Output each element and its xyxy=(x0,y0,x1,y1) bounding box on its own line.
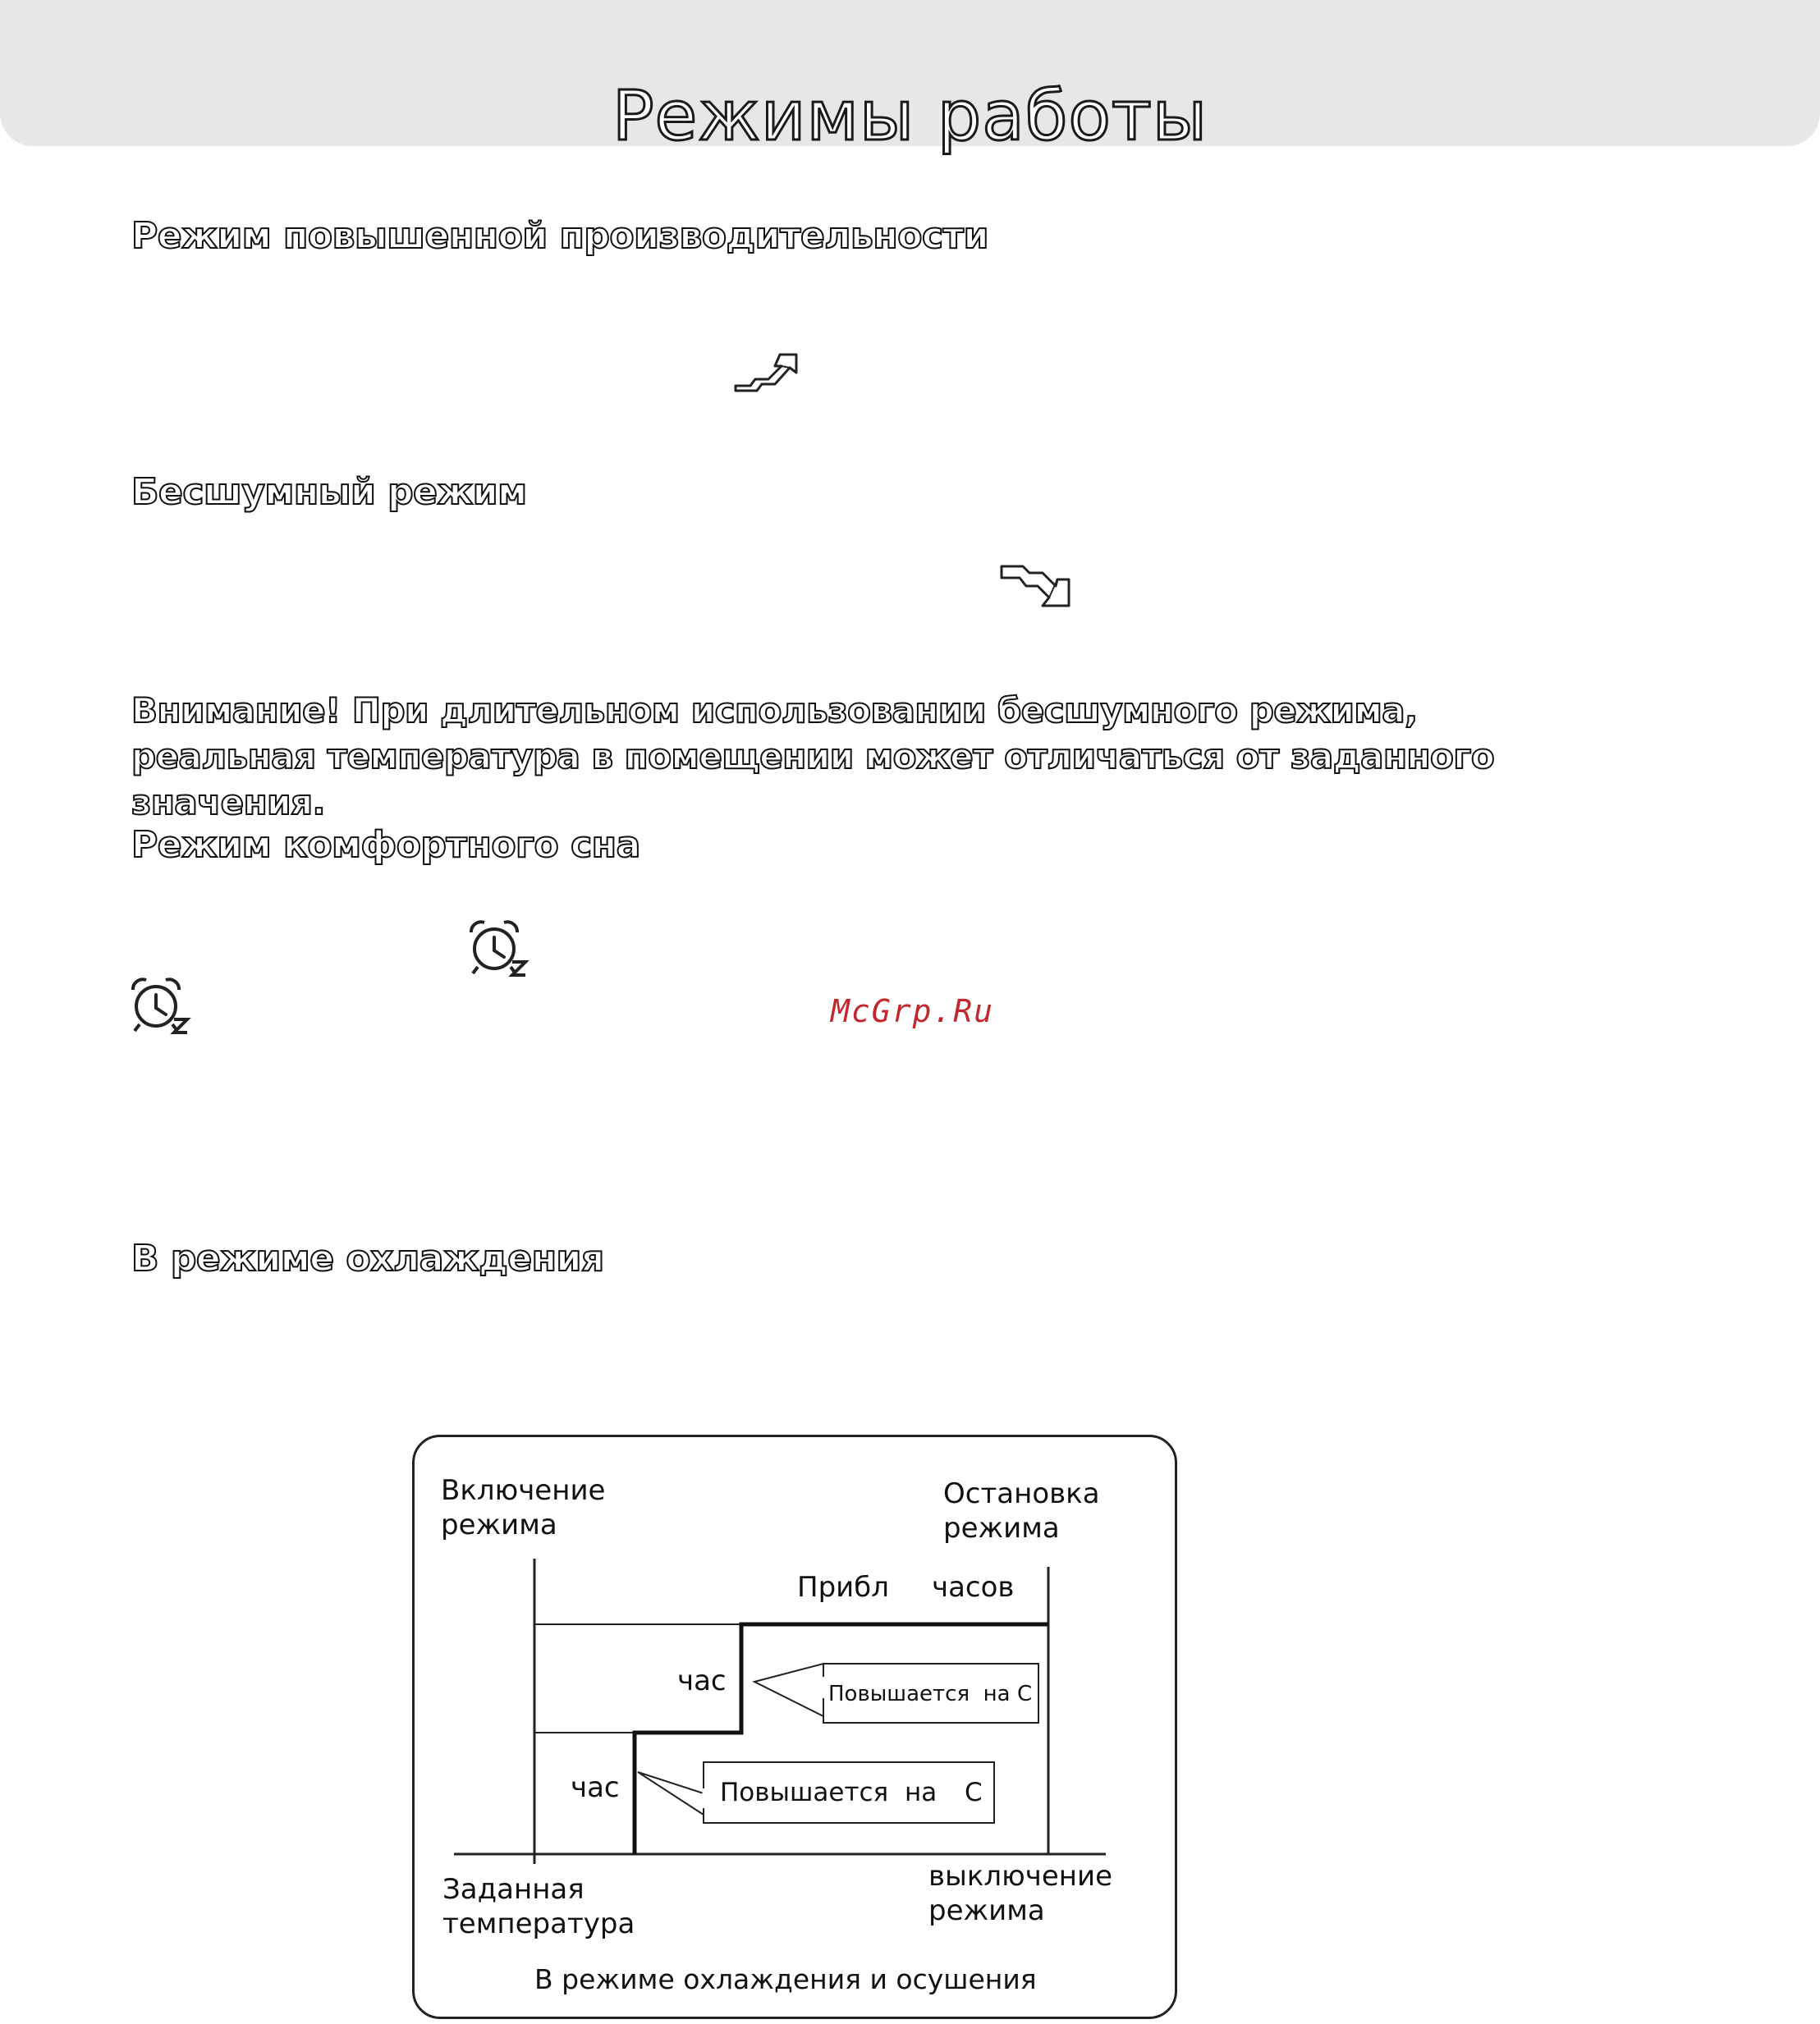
callout-upper-unit: С xyxy=(1017,1682,1033,1706)
watermark: McGrp.Ru xyxy=(831,993,995,1029)
turbo-heading: Режим повышенной производительности xyxy=(131,215,988,257)
hours-label: часов xyxy=(932,1571,1015,1604)
sleep-mode-diagram xyxy=(412,1435,1177,2019)
approx-label: Прибл xyxy=(797,1571,889,1604)
diagram-caption: В режиме охлаждения и осушения xyxy=(534,1963,1037,1995)
turbo-arrow-up-icon xyxy=(732,348,800,397)
callout-lower-text: Повышается на xyxy=(720,1778,938,1807)
hour-lower-label: час xyxy=(571,1771,620,1804)
set-temp-label: Заданная температура xyxy=(442,1873,635,1940)
start-label: Включение режима xyxy=(441,1474,606,1541)
callout-upper-text: Повышается на xyxy=(828,1682,1011,1706)
stop-label: Остановка режима xyxy=(943,1477,1100,1545)
warning-text: Внимание! При длительном использовании бесшумного режима, реальная температура в помещении может отличаться от заданного значения. xyxy=(131,690,1495,822)
cooling-heading: В режиме охлаждения xyxy=(131,1238,604,1280)
page-title: Режимы работы xyxy=(612,76,1208,157)
sleep-heading: Режим комфортного сна xyxy=(131,824,640,866)
off-label: выключение режима xyxy=(928,1860,1113,1927)
callout-lower-unit: С xyxy=(965,1778,983,1807)
sleep-alarm-clock-icon xyxy=(128,975,194,1037)
quiet-arrow-down-icon xyxy=(998,561,1072,609)
sleep-alarm-clock-icon xyxy=(466,918,532,980)
hour-upper-label: час xyxy=(677,1665,727,1697)
quiet-heading: Бесшумный режим xyxy=(131,471,527,513)
